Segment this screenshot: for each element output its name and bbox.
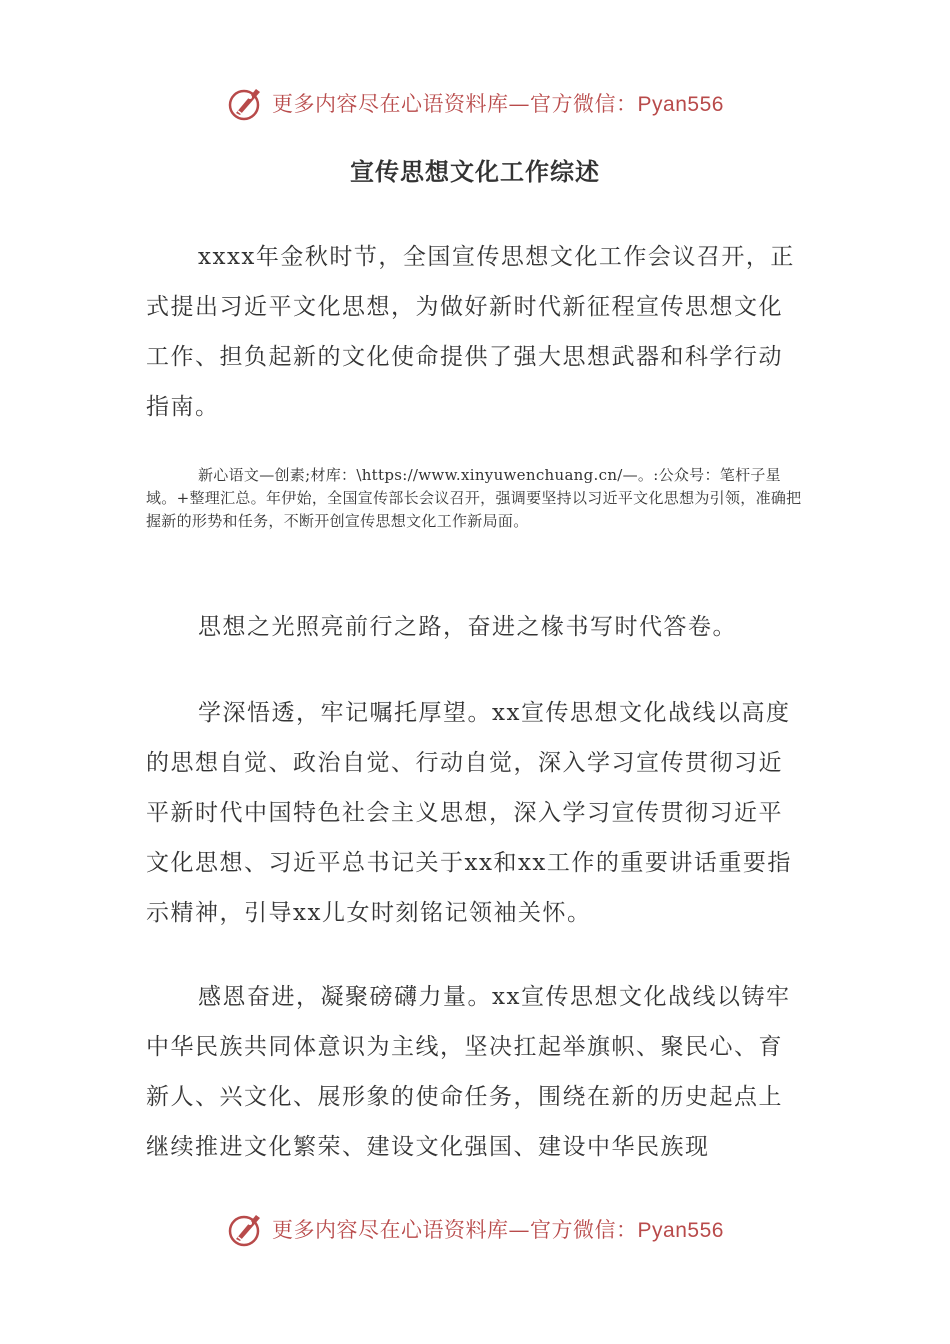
footer-watermark-banner	[0, 1204, 950, 1254]
banner-wechat-id: Pyan556	[637, 93, 724, 116]
banner-text: 更多内容尽在心语资料库—官方微信：	[272, 92, 638, 116]
paragraph-1: xxxx年金秋时节，全国宣传思想文化工作会议召开，正式提出习近平文化思想，为做好新时代新征程宣传思想文化工作、担负起新的文化使命提供了强大思想武器和科学行动指南。	[146, 244, 795, 420]
banner-text: 更多内容尽在心语资料库—官方微信：	[272, 1218, 638, 1242]
paragraph-4: 感恩奋进，凝聚磅礴力量。xx宣传思想文化战线以铸牢中华民族共同体意识为主线，坚决扛起举旗帜、聚民心、育新人、兴文化、展形象的使命任务，围绕在新的历史起点上继续推进文化繁荣、建设文化强国、建设中华民族现	[146, 984, 791, 1160]
document-title: 宣传思想文化工作综述	[350, 158, 600, 186]
paragraph-2: 思想之光照亮前行之路，奋进之椽书写时代答卷。	[198, 614, 737, 640]
quill-pen-logo-icon	[226, 1209, 266, 1249]
banner-wechat-id: Pyan556	[637, 1219, 724, 1242]
paragraph-source-note: 新心语文—创素;材库：\https://www.xinyuwenchuang.cn/—。:公众号：笔杆子星域。+整理汇总。年伊始，全国宣传部长会议召开，强调要坚持以习近平文化思想为引领，准确把握新的形势和任务，不断开创宣传思想文化工作新局面。	[146, 466, 802, 530]
paragraph-3: 学深悟透，牢记嘱托厚望。xx宣传思想文化战线以高度的思想自觉、政治自觉、行动自觉，深入学习宣传贯彻习近平新时代中国特色社会主义思想，深入学习宣传贯彻习近平文化思想、习近平总书记关于xx和xx工作的重要讲话重要指示精神，引导xx儿女时刻铭记领袖关怀。	[146, 700, 792, 926]
quill-pen-logo-icon	[226, 83, 266, 123]
header-watermark-banner	[0, 78, 950, 128]
